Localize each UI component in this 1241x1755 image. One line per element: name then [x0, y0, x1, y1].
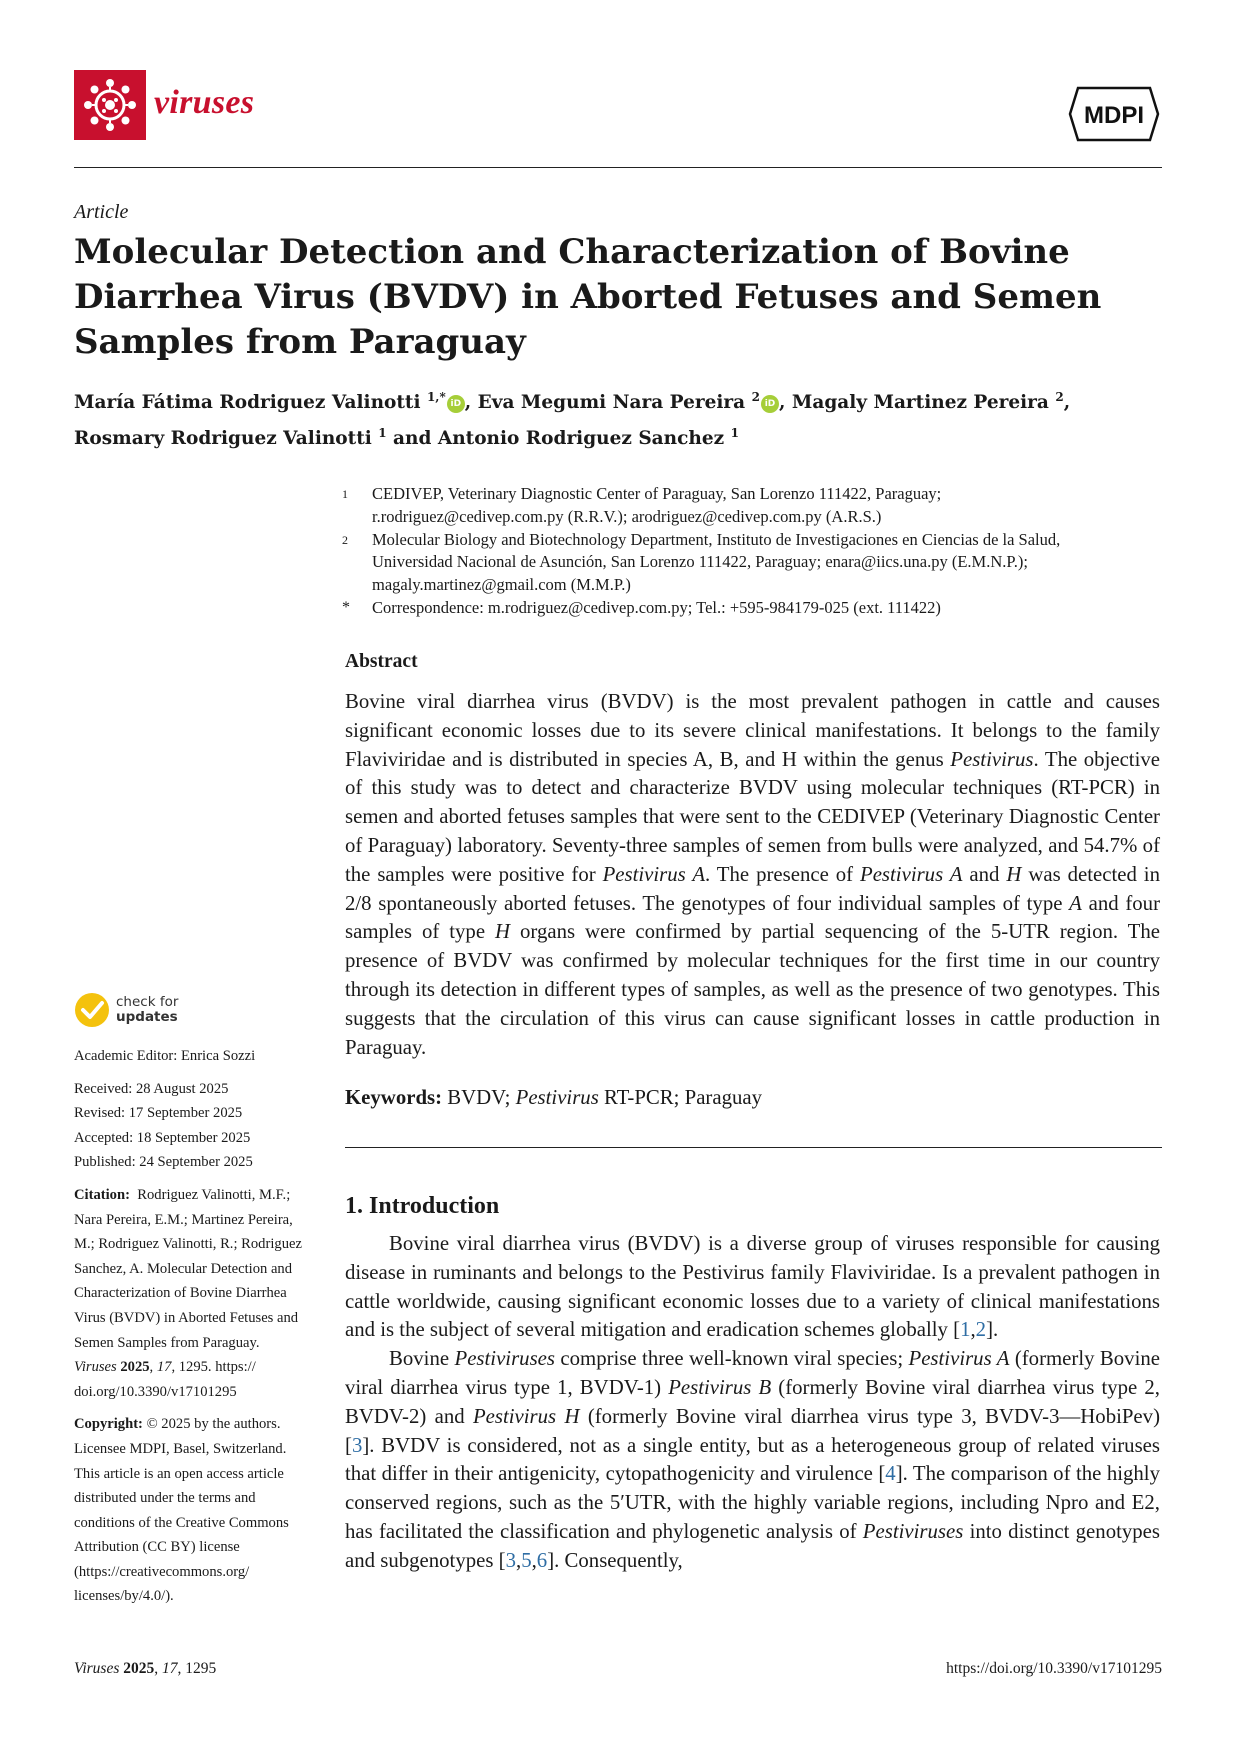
copyright-line[interactable]: licenses/by/4.0/).	[74, 1588, 174, 1605]
copyright-block	[74, 1412, 324, 1609]
citation-line: Characterization of Bovine Diarrhea	[74, 1285, 287, 1302]
text-run: and four samples of type	[345, 891, 1160, 944]
article-type: Article	[74, 201, 129, 223]
text-run: ]. The comparison of the highly conserved regions, such as the 5′UTR, with the highly variable regions, including Npro and E2, has facilitated the classification and phylogenetic analysis of	[345, 1462, 1160, 1543]
article-info-sidebar	[74, 1044, 324, 1617]
paragraph	[345, 1345, 1160, 1575]
citation-rest: , 1295. https://	[171, 1359, 256, 1376]
text-run: ].	[986, 1318, 999, 1342]
text-run: (formerly Bovine viral diarrhea virus type 1, BVDV-1)	[345, 1347, 1160, 1399]
section-heading-introduction: 1. Introduction	[345, 1193, 500, 1219]
author-affiliation-mark: 1	[730, 426, 739, 441]
author-affiliation-mark: 1,*	[426, 390, 446, 404]
citation-link[interactable]: 1	[960, 1318, 971, 1342]
affiliation-item	[342, 529, 1162, 597]
text-run: ]. BVDV is considered, not as a single entity, but as a heterogeneous group of related viruses that differ in their antigenicity, cytopathogenicity and virulence [	[345, 1433, 1160, 1486]
citation-link[interactable]: 5	[521, 1548, 532, 1572]
footer-year: 2025	[123, 1660, 155, 1677]
italic-term: Pestivirus A	[908, 1347, 1010, 1371]
journal-name: viruses	[154, 84, 255, 121]
author-separator: ,	[1063, 392, 1071, 414]
copyright-line: distributed under the terms and	[74, 1490, 256, 1507]
mdpi-logo-icon	[1068, 86, 1160, 142]
text-run: Bovine viral diarrhea virus (BVDV) is a diverse group of viruses responsible for causing disease in ruminants and belongs to the Pestivirus family Flaviviridae. Is a prevalent pathogen in cattle worldwide, causing significant economic losses due to a variety of clinical manifestations and is the subject of several mitigation and eradication schemes globally [	[345, 1232, 1160, 1342]
text-run: (formerly Bovine viral diarrhea virus type 2, BVDV-2) and	[345, 1375, 1160, 1428]
footer-article-no: , 1295	[177, 1660, 217, 1677]
author-name: María Fátima Rodriguez Valinotti	[74, 392, 421, 414]
check-for-updates-badge[interactable]	[74, 992, 178, 1028]
text-run: ,	[970, 1318, 976, 1342]
italic-term: Pestiviruses	[862, 1519, 964, 1543]
affiliation-line: Molecular Biology and Biotechnology Department, Instituto de Investigaciones en Ciencias de la Salud,	[372, 529, 1061, 549]
author-affiliation-mark: 2	[751, 390, 760, 404]
citation-line: Virus (BVDV) in Aborted Fetuses and	[74, 1309, 299, 1326]
abstract-text	[345, 688, 1160, 1062]
citation-line: M.; Rodriguez Valinotti, R.; Rodriguez	[74, 1236, 302, 1253]
text-run: BVDV;	[442, 1086, 516, 1109]
article-title: Molecular Detection and Characterization of Bovine Diarrhea Virus (BVDV) in Aborted Fetuses and Semen Samples from Paraguay	[74, 232, 1102, 362]
italic-term: A	[1069, 891, 1082, 915]
italic-term: H	[495, 920, 511, 944]
italic-term: Pestiviruses	[454, 1347, 555, 1371]
citation-line: Nara Pereira, E.M.; Martinez Pereira,	[74, 1211, 293, 1228]
citation-block	[74, 1183, 324, 1404]
italic-term: Pestivirus A	[602, 862, 706, 886]
text-run: organs were confirmed by partial sequencing of the 5-UTR region. The presence of BVDV was confirmed by molecular techniques for the first time in our country through its detection in different types of samples, as well as the presence of two genotypes. This suggests that the circulation of this virus can cause significant losses in cattle production in Paraguay.	[345, 920, 1160, 1059]
publication-date: Revised: 17 September 2025	[74, 1105, 243, 1122]
italic-term: H	[1006, 862, 1022, 886]
author-name: Antonio Rodriguez Sanchez	[437, 428, 725, 450]
citation-link[interactable]: 3	[505, 1548, 516, 1572]
citation-doi-link[interactable]: doi.org/10.3390/v17101295	[74, 1383, 237, 1400]
affiliations	[342, 483, 1162, 620]
author-list	[74, 382, 1154, 454]
author-affiliation-mark: 2	[1055, 390, 1064, 404]
copyright-line[interactable]: (https://creativecommons.org/	[74, 1563, 250, 1580]
author-separator: ,	[464, 392, 478, 414]
copyright-line: This article is an open access article	[74, 1465, 284, 1482]
footer-doi-link[interactable]: https://doi.org/10.3390/v17101295	[946, 1660, 1162, 1677]
copyright-line: conditions of the Creative Commons	[74, 1514, 289, 1531]
author-name: Rosmary Rodriguez Valinotti	[74, 428, 372, 450]
citation-label: Citation:	[74, 1186, 130, 1203]
academic-editor: Academic Editor: Enrica Sozzi	[74, 1048, 256, 1064]
text-run: ]. Consequently,	[547, 1548, 683, 1572]
citation-link[interactable]: 6	[536, 1548, 548, 1572]
affiliation-line: Universidad Nacional de Asunción, San Lorenzo 111422, Paraguay; enara@iics.una.py (E.M.N.P.);	[372, 552, 1028, 572]
keywords-text	[442, 1086, 762, 1109]
text-run: Bovine viral diarrhea virus (BVDV) is the most prevalent pathogen in cattle and causes significant economic losses due to its severe clinical manifestations. It belongs to the family Flaviviridae and is distributed in species A, B, and H within the genus	[345, 690, 1160, 771]
text-run: . The presence of	[705, 862, 860, 886]
citation-line: Sanchez, A. Molecular Detection and	[74, 1260, 293, 1277]
text-run: and	[962, 862, 1007, 886]
italic-term: Pestivirus	[515, 1086, 599, 1109]
introduction-text	[345, 1230, 1160, 1576]
citation-reference-line: Viruses 2025, 17, 1295. https://	[74, 1359, 256, 1376]
citation-link[interactable]: 3	[351, 1433, 363, 1457]
copyright-line: Attribution (CC BY) license	[74, 1539, 240, 1556]
affiliation-line: CEDIVEP, Veterinary Diagnostic Center of Paraguay, San Lorenzo 111422, Paraguay;	[372, 484, 942, 503]
footer-citation: Viruses 2025, 17, 1295	[74, 1660, 217, 1677]
text-run: was detected in 2/8 spontaneously aborted fetuses. The genotypes of four individual samples of type	[345, 862, 1160, 915]
journal-logo-icon	[74, 70, 146, 140]
publication-date: Accepted: 18 September 2025	[74, 1129, 251, 1146]
footer-journal: Viruses	[74, 1660, 120, 1677]
affiliation-line: Correspondence: m.rodriguez@cedivep.com.py; Tel.: +595-984179-025 (ext. 111422)	[372, 597, 941, 617]
affiliation-item	[342, 597, 1162, 620]
affiliation-item	[342, 483, 1162, 529]
publication-date: Received: 28 August 2025	[74, 1080, 229, 1097]
mdpi-logo-text: MDPI	[1084, 102, 1144, 129]
orcid-icon[interactable]: iD	[447, 395, 465, 413]
author-separator: and	[386, 428, 438, 450]
author-separator: ,	[778, 392, 792, 414]
text-run: ,	[515, 1548, 522, 1572]
affiliation-line: r.rodriguez@cedivep.com.py (R.R.V.); arodriguez@cedivep.com.py (A.R.S.)	[372, 506, 882, 526]
citation-year: 2025	[120, 1359, 150, 1376]
copyright-line: Licensee MDPI, Basel, Switzerland.	[74, 1440, 287, 1457]
citation-link[interactable]: 4	[885, 1462, 896, 1486]
footer-volume: 17	[161, 1660, 178, 1677]
publication-date: Published: 24 September 2025	[74, 1154, 253, 1171]
citation-line: Semen Samples from Paraguay.	[74, 1334, 260, 1351]
text-run: Bovine	[389, 1347, 455, 1371]
citation-volume: 17	[156, 1359, 172, 1376]
text-run: . The objective of this study was to detect and characterize BVDV using molecular techniques (RT-PCR) in semen and aborted fetuses samples that were sent to the CEDIVEP (Veterinary Diagnostic Center of Paraguay) laboratory. Seventy-three samples of semen from bulls were analyzed, and 54.7% of the samples were positive for	[345, 747, 1160, 886]
text-run: RT-PCR; Paraguay	[598, 1086, 763, 1109]
copyright-line: © 2025 by the authors.	[142, 1416, 281, 1433]
affiliation-line: magaly.martinez@gmail.com (M.M.P.)	[372, 575, 631, 595]
author-affiliation-mark: 1	[378, 426, 387, 441]
paragraph	[345, 1230, 1160, 1345]
italic-term: Pestivirus B	[668, 1375, 772, 1399]
header-divider	[74, 167, 1162, 168]
italic-term: Pestivirus A	[860, 862, 963, 886]
text-run: into distinct genotypes and subgenotypes [	[345, 1519, 1160, 1572]
text-run: (formerly Bovine viral diarrhea virus type 3, BVDV-3—HobiPev) [	[345, 1404, 1160, 1457]
italic-term: Pestivirus H	[472, 1404, 580, 1428]
keywords	[345, 1086, 1160, 1110]
affiliation-mark: 1	[342, 487, 348, 501]
citation-line: Rodriguez Valinotti, M.F.;	[129, 1186, 291, 1203]
italic-term: Pestivirus	[950, 747, 1034, 771]
text-run: ,	[531, 1548, 537, 1572]
orcid-icon[interactable]: iD	[761, 395, 779, 413]
copyright-label: Copyright:	[74, 1416, 143, 1433]
check-updates-line2: updates	[116, 1009, 178, 1025]
abstract-heading: Abstract	[345, 651, 418, 672]
author-name: Magaly Martinez Pereira	[791, 392, 1049, 414]
author-name: Eva Megumi Nara Pereira	[477, 392, 746, 414]
check-updates-line1: check for	[116, 994, 179, 1010]
affiliation-mark: 2	[342, 532, 348, 547]
check-updates-icon	[74, 992, 110, 1028]
citation-journal: Viruses	[74, 1359, 117, 1376]
affiliation-mark: *	[342, 598, 350, 616]
abstract-divider	[345, 1147, 1162, 1148]
text-run: comprise three well-known viral species;	[555, 1347, 909, 1371]
citation-link[interactable]: 2	[975, 1318, 987, 1342]
publication-dates	[74, 1077, 324, 1175]
keywords-label: Keywords:	[345, 1086, 443, 1109]
